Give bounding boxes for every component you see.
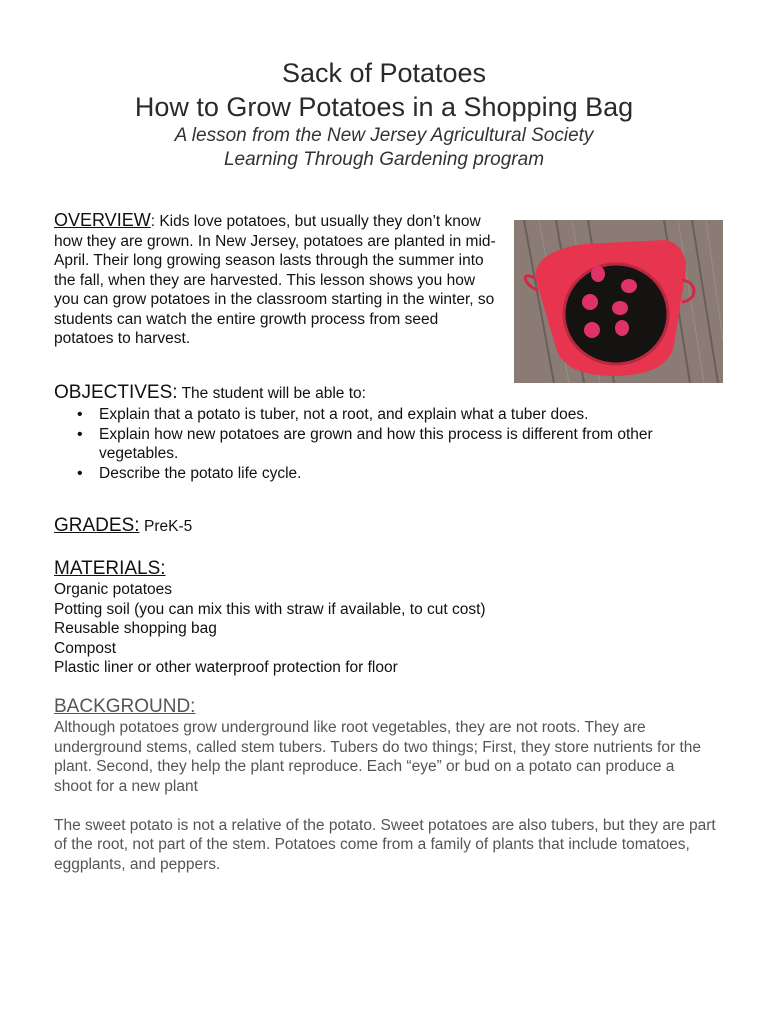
potato-bag-photo: [514, 220, 723, 383]
materials-item: Reusable shopping bag: [54, 620, 217, 637]
objectives-header-line: [54, 382, 714, 405]
background-section: [54, 696, 716, 874]
overview-section: [54, 211, 498, 349]
title-block: [0, 56, 768, 172]
background-paragraph: The sweet potato is not a relative of the potato. Sweet potatoes are also tubers, but they are part of the root, not part of the stem. Potatoes come from a family of plants that include tomatoes, eggplants, and peppers.: [54, 816, 716, 873]
materials-item: Organic potatoes: [54, 581, 173, 598]
materials-item: Plastic liner or other waterproof protection for floor: [54, 659, 398, 676]
background-paragraph: Although potatoes grow underground like root vegetables, they are not roots. They are underground stems, called stem tubers. Tubers do two things; First, they store nutrients for the plant. Second, they help the plant reproduce. Each “eye” or bud on a potato can produce a shoot for a new plant: [54, 719, 702, 795]
objectives-section: [54, 382, 714, 483]
byline-line-1: A lesson from the New Jersey Agricultural Society: [174, 125, 594, 146]
objective-item: • Describe the potato life cycle.: [99, 464, 714, 484]
objectives-heading: OBJECTIVES:: [54, 382, 178, 403]
objective-item: • Explain that a potato is tuber, not a root, and explain what a tuber does.: [99, 405, 714, 425]
document-subtitle: How to Grow Potatoes in a Shopping Bag: [134, 92, 634, 122]
materials-heading: MATERIALS:: [54, 558, 166, 579]
objectives-list: [54, 405, 714, 483]
potato-bag-image: [514, 220, 723, 383]
materials-item: Potting soil (you can mix this with straw if available, to cut cost): [54, 600, 486, 618]
grades-heading: GRADES:: [54, 515, 140, 536]
byline-line-2: Learning Through Gardening program: [223, 149, 545, 170]
grades-value: PreK-5: [143, 518, 193, 535]
materials-item: Compost: [54, 639, 117, 657]
overview-paragraph: OVERVIEW: Kids love potatoes, but usually they don’t know how they are grown. In New Jersey, potatoes are planted in mid-April. Their long growing season lasts through the summer into the fall, when they are harvested. This lesson shows you how you can grow potatoes in the classroom starting in the winter, so students can watch the entire growth process from seed potatoes to harvest.: [54, 210, 496, 347]
grades-section: [54, 515, 192, 537]
overview-heading: OVERVIEW: [54, 210, 151, 230]
objective-item: • Explain how new potatoes are grown and how this process is different from other vegetables.: [99, 425, 714, 464]
objectives-intro: The student will be able to:: [181, 385, 366, 402]
materials-section: [54, 558, 714, 678]
document-title: Sack of Potatoes: [281, 58, 487, 88]
overview-text: Kids love potatoes, but usually they don’t know how they are grown. In New Jersey, potatoes are planted in mid-April. Their long growing season lasts through the summer into the fall, when they are harvested. This lesson shows you how you can grow potatoes in the classroom starting in the winter, so students can watch the entire growth process from seed potatoes to harvest.: [54, 213, 496, 347]
background-heading: BACKGROUND:: [54, 696, 196, 717]
